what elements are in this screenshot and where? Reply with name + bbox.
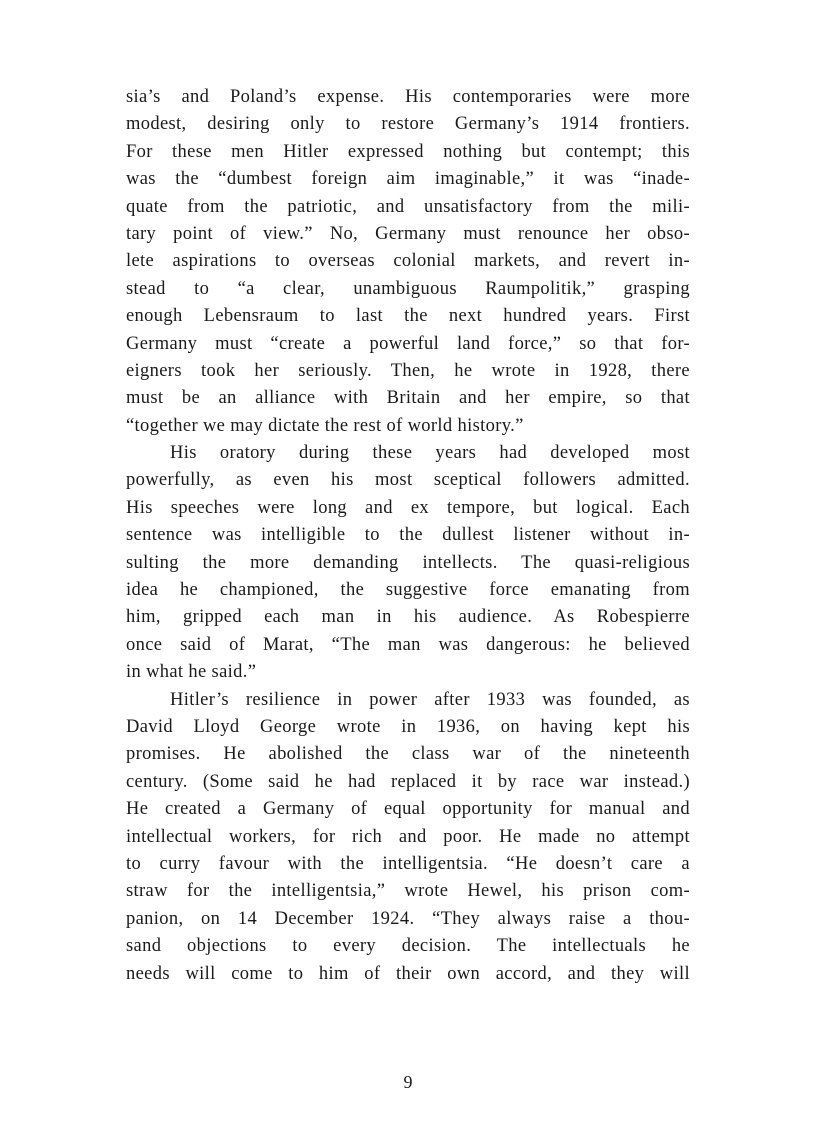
text-line: He created a Germany of equal opportunity for manual and xyxy=(126,799,690,820)
text-line: stead to “a clear, unambiguous Raumpolitik,” grasping xyxy=(126,278,690,299)
text-line: tary point of view.” No, Germany must renounce her obso- xyxy=(126,223,690,244)
text-line: panion, on 14 December 1924. “They always raise a thou- xyxy=(126,908,690,929)
text-line: powerfully, as even his most sceptical followers admitted. xyxy=(126,470,690,491)
page-number: 9 xyxy=(403,1072,413,1092)
text-line: idea he championed, the suggestive force emanating from xyxy=(126,580,690,601)
text-line: straw for the intelligentsia,” wrote Hewel, his prison com- xyxy=(126,881,690,902)
text-line: His speeches were long and ex tempore, but logical. Each xyxy=(126,497,690,518)
text-line: David Lloyd George wrote in 1936, on having kept his xyxy=(126,716,690,737)
text-line: century. (Some said he had replaced it by race war instead.) xyxy=(126,771,690,792)
text-line: promises. He abolished the class war of the nineteenth xyxy=(126,744,690,765)
page-body xyxy=(126,84,690,988)
text-line: sia’s and Poland’s expense. His contemporaries were more xyxy=(126,87,690,107)
paragraph-2 xyxy=(126,440,690,687)
text-line: sand objections to every decision. The intellectuals he xyxy=(126,936,690,957)
text-line: must be an alliance with Britain and her empire, so that xyxy=(126,388,690,409)
text-line: intellectual workers, for rich and poor. He made no attempt xyxy=(126,826,690,847)
text-line: Hitler’s resilience in power after 1933 was founded, as xyxy=(170,689,690,710)
text-line: lete aspirations to overseas colonial markets, and revert in- xyxy=(126,251,690,272)
text-line: quate from the patriotic, and unsatisfactory from the mili- xyxy=(126,196,690,217)
text-line: sulting the more demanding intellects. The quasi-religious xyxy=(126,552,690,573)
text-line: enough Lebensraum to last the next hundred years. First xyxy=(126,306,690,327)
text-line: His oratory during these years had developed most xyxy=(170,443,690,464)
text-line: to curry favour with the intelligentsia. “He doesn’t care a xyxy=(126,853,690,874)
text-line: in what he said.” xyxy=(126,662,257,683)
text-line: was the “dumbest foreign aim imaginable,” it was “inade- xyxy=(126,169,690,190)
text-line: For these men Hitler expressed nothing but contempt; this xyxy=(126,141,690,162)
text-line: Germany must “create a powerful land force,” so that for- xyxy=(126,333,690,354)
text-line: “together we may dictate the rest of world history.” xyxy=(126,415,524,436)
paragraph-1 xyxy=(126,84,690,440)
text-line: him, gripped each man in his audience. As Robespierre xyxy=(126,607,690,628)
text-line: modest, desiring only to restore Germany’s 1914 frontiers. xyxy=(126,114,690,135)
text-line: eigners took her seriously. Then, he wrote in 1928, there xyxy=(126,360,690,381)
paragraph-3 xyxy=(126,687,690,988)
text-line: needs will come to him of their own accord, and they will xyxy=(126,963,690,984)
text-line: once said of Marat, “The man was dangerous: he believed xyxy=(126,634,690,655)
text-line: sentence was intelligible to the dullest listener without in- xyxy=(126,525,690,546)
